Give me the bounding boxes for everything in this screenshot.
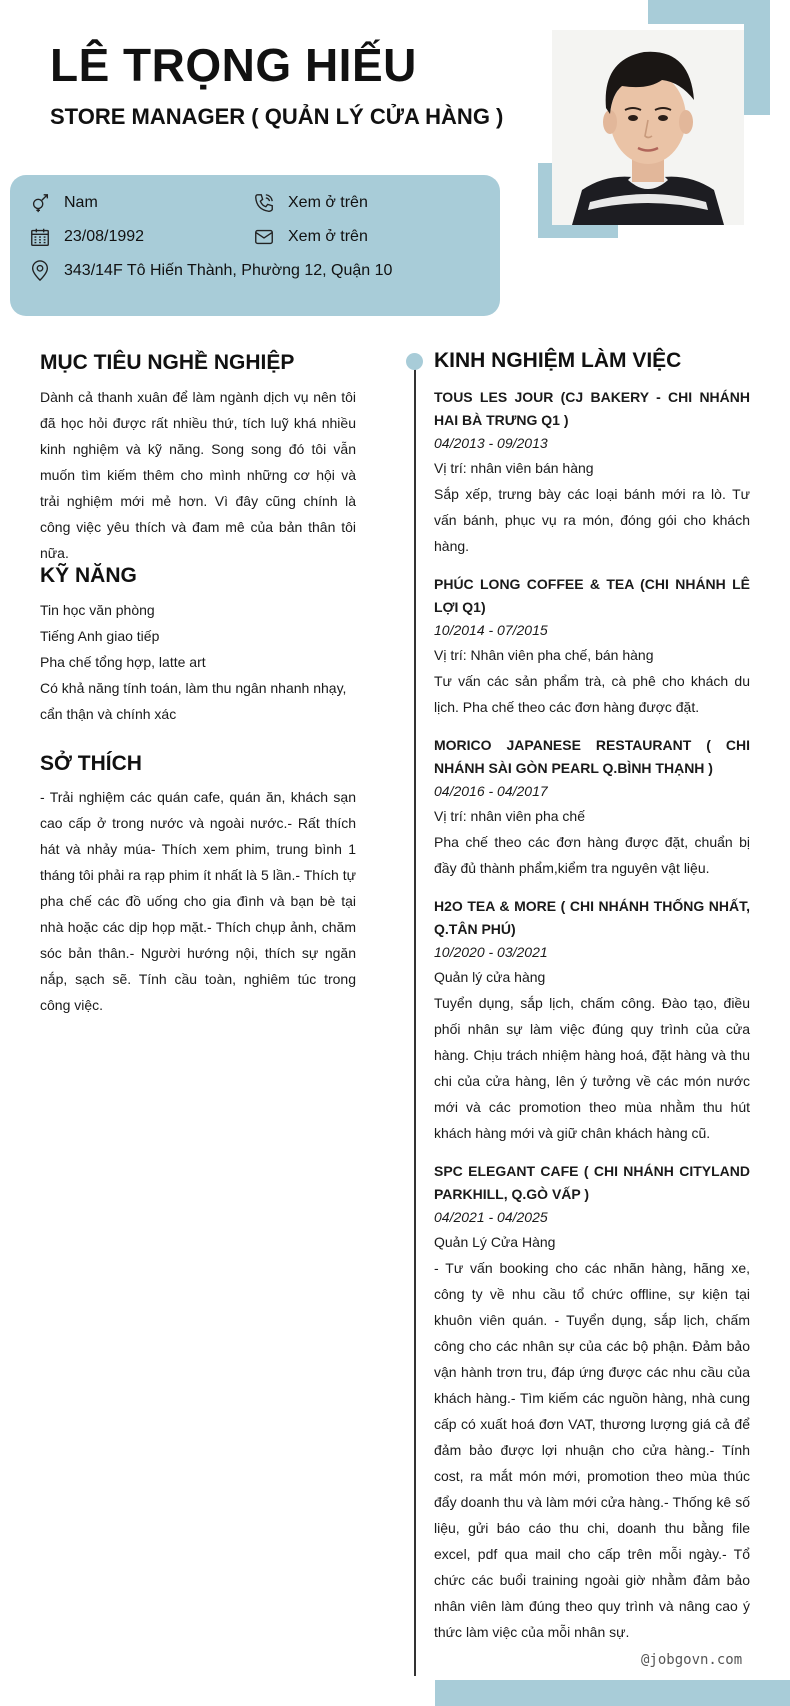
gender-value: Nam (64, 194, 98, 211)
experience-description: - Tư vấn booking cho các nhãn hàng, hãng xe, công ty về nhu cầu tổ chức offline, sự kiện tại khuôn viên quán. - Tuyển dụng, sắp lịch, chấm công cho các nhân sự của các bộ phận. Đảm bảo vận hành trơn tru, đáp ứng được các nhu cầu của khách hàng.- Tìm kiếm các nguồn hàng, nhà cung cấp có xuất hoá đơn VAT, thương lượng giá cả để đảm bảo được lợi nhuận cho cửa hàng.- Tính cost, ra mắt món mới, promotion theo mùa thúc đẩy doanh thu và làm mới cửa hàng.- Thống kê số liệu, gửi báo cáo thu chi, doanh thu bằng file excel, pdf qua mail cho cấp trên mỗi ngày.- Tổ chức các buổi training ngoài giờ nhằm đảm bảo nhân viên làm đúng theo quy trình và nâng cao ý thức làm việc của mỗi nhân sự. (434, 1260, 750, 1640)
location-icon (28, 259, 52, 283)
experience-position: Vị trí: Nhân viên pha chế, bán hàng (434, 647, 654, 663)
experience-heading: KINH NGHIỆM LÀM VIỆC (434, 349, 682, 372)
timeline-line (414, 362, 416, 1676)
experience-item (434, 1160, 750, 1645)
mail-icon (252, 225, 276, 249)
objective-heading: MỤC TIÊU NGHỀ NGHIỆP (40, 351, 295, 374)
contact-birthdate (28, 225, 144, 249)
skill-item: Có khả năng tính toán, làm thu ngân nhanh nhạy, cẩn thận và chính xác (40, 680, 347, 722)
site-watermark: @jobgovn.com (641, 1652, 743, 1668)
candidate-name: LÊ TRỌNG HIẾU (50, 39, 417, 91)
contact-address (28, 259, 392, 283)
experience-company: TOUS LES JOUR (CJ BAKERY - CHI NHÁNH HAI BÀ TRƯNG Q1 ) (434, 389, 750, 428)
experience-item (434, 734, 750, 881)
job-title: STORE MANAGER ( QUẢN LÝ CỬA HÀNG ) (50, 104, 504, 129)
calendar-icon (28, 225, 52, 249)
experience-position: Quản Lý Cửa Hàng (434, 1234, 556, 1250)
experience-description: Tư vấn các sản phẩm trà, cà phê cho khách du lịch. Pha chế theo các đơn hàng được đặt. (434, 673, 750, 715)
objective-text: Dành cả thanh xuân để làm ngành dịch vụ nên tôi đã học hỏi được rất nhiều thứ, tích luỹ khá nhiều kinh nghiệm và kỹ năng. Song song đó tôi vẫn muốn tìm kiếm thêm cho mình những cơ hội và trải nghiệm mới mẻ hơn. Vì đây cũng chính là công việc yêu thích và đam mê của bản thân tôi nữa. (40, 389, 356, 561)
skill-item: Pha chế tổng hợp, latte art (40, 654, 206, 670)
skills-heading: KỸ NĂNG (40, 564, 137, 587)
contact-info-panel (10, 175, 500, 316)
hobbies-text: - Trải nghiệm các quán cafe, quán ăn, khách sạn cao cấp ở trong nước và ngoài nước.- Rất thích hát và nhảy múa- Thích xem phim, trung bình 1 tháng tôi phải ra rạp phim ít nhất là 5 lần.- Thích tự pha chế các đồ uống cho gia đình và bạn bè tại nhà hoặc các dịp họp mặt.- Thích chụp ảnh, chăm sóc bản thân.- Người hướng nội, thích sự ngăn nắp, sạch sẽ. Tính cầu toàn, nghiêm túc trong công việc. (40, 789, 356, 1013)
experience-position: Quản lý cửa hàng (434, 969, 546, 985)
experience-date: 04/2016 - 04/2017 (434, 783, 548, 799)
gender-icon (28, 191, 52, 215)
experience-company: H2O TEA & MORE ( CHI NHÁNH THỐNG NHẤT, Q.TÂN PHÚ) (434, 898, 750, 937)
skill-item: Tin học văn phòng (40, 602, 155, 618)
experience-company: PHÚC LONG COFFEE & TEA (CHI NHÁNH LÊ LỢI Q1) (434, 576, 750, 615)
experience-item (434, 386, 750, 559)
address-value: 343/14F Tô Hiến Thành, Phường 12, Quận 10 (64, 262, 393, 279)
contact-email (252, 225, 368, 249)
experience-position: Vị trí: nhân viên pha chế (434, 808, 585, 824)
skills-list (40, 597, 356, 727)
birthdate-value: 23/08/1992 (64, 228, 145, 245)
contact-phone (252, 191, 368, 215)
experience-list (434, 386, 750, 1659)
contact-gender (28, 191, 98, 215)
timeline-dot (406, 353, 423, 370)
experience-company: MORICO JAPANESE RESTAURANT ( CHI NHÁNH SÀI GÒN PEARL Q.BÌNH THẠNH ) (434, 737, 750, 776)
experience-description: Pha chế theo các đơn hàng được đặt, chuẩn bị đầy đủ thành phẩm,kiểm tra nguyên vật liệu. (434, 834, 750, 876)
experience-description: Tuyển dụng, sắp lịch, chấm công. Đào tạo, điều phối nhân sự làm việc đúng quy trình của cửa hàng. Chịu trách nhiệm hàng hoá, đặt hàng và thu chi của cửa hàng, lên ý tưởng về các món nước mới và các promotion theo mùa nhằm thu hút khách hàng mới và giữ chân khách hàng cũ. (434, 995, 750, 1141)
skill-item: Tiếng Anh giao tiếp (40, 628, 160, 644)
experience-company: SPC ELEGANT CAFE ( CHI NHÁNH CITYLAND PARKHILL, Q.GÒ VẤP ) (434, 1163, 750, 1202)
phone-icon (252, 191, 276, 215)
email-value: Xem ở trên (288, 228, 368, 245)
hobbies-heading: SỞ THÍCH (40, 752, 142, 775)
experience-description: Sắp xếp, trưng bày các loại bánh mới ra lò. Tư vấn bánh, phục vụ ra món, đóng gói cho khách hàng. (434, 486, 750, 554)
profile-photo (552, 30, 744, 225)
experience-item (434, 895, 750, 1146)
phone-value: Xem ở trên (288, 194, 368, 211)
experience-date: 04/2013 - 09/2013 (434, 435, 548, 451)
experience-date: 04/2021 - 04/2025 (434, 1209, 548, 1225)
experience-date: 10/2020 - 03/2021 (434, 944, 548, 960)
decor-bar-bottom (435, 1680, 790, 1706)
experience-item (434, 573, 750, 720)
experience-position: Vị trí: nhân viên bán hàng (434, 460, 594, 476)
experience-date: 10/2014 - 07/2015 (434, 622, 548, 638)
